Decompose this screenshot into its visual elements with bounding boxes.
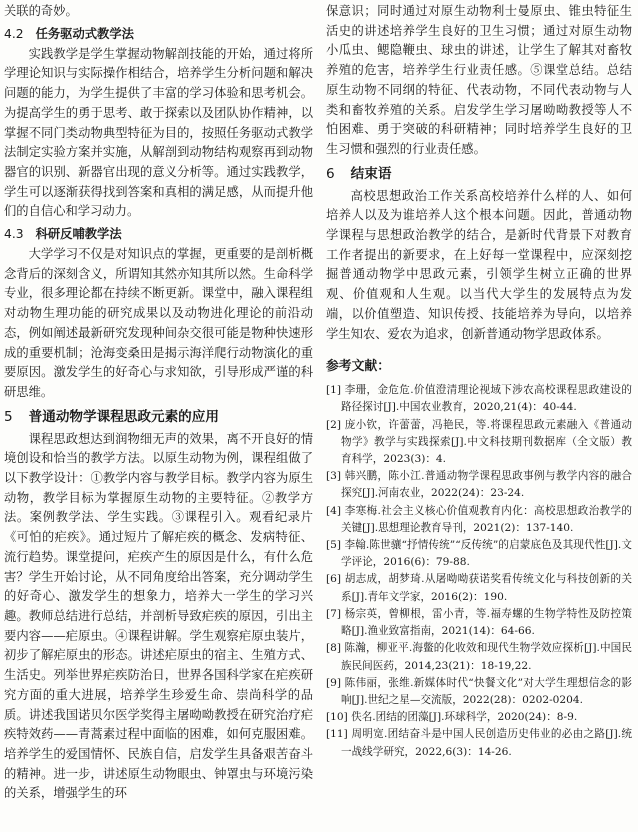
reference-item: [3] 韩兴鹏，陈小江.普通动物学课程思政事例与教学内容的融合探究[J].河南农业，2022(24)：23-24. [326,470,632,500]
reference-item: [9] 陈伟丽，张维.新媒体时代“快餐文化”对大学生理想信念的影响[J].世纪之星—交流版，2022(28)：0202-0204. [326,676,632,706]
references-title: 参考文献： [326,359,390,375]
reference-item: [5] 李翰.陈世骧“抒情传统”“反传统”的启蒙底色及其现代性[J].文学评论，2016(6)：79-88. [326,539,632,569]
reference-item: [11] 周明宽.团结奋斗是中国人民创造历史伟业的必由之路[J].统一战线学研究，2022,6(3)：14-26. [326,728,632,758]
section-number: 4.3 [4,227,24,242]
left-column [4,2,313,804]
section-5-heading [4,405,313,429]
section-title: 结束语 [350,165,392,182]
section-title: 任务驱动式教学法 [35,26,134,41]
section-6-paragraph: 高校思想政治工作关系高校培养什么样的人、如何培养人以及为谁培养人这个根本问题。因此，普通动物学课程与思想政治教学的结合，是新时代背景下对教育工作者提出的新要求，在上好每一堂课程中，应深刻挖掘普通动物学中思政元素，引领学生树立正确的世界观、价值观和人生观。以当代大学生的发展特点为发端，以价值塑造、知识传授、技能培养为导向，以培养学生知农、爱农为追求，创新普通动物学思政体系。 [326,188,632,341]
reference-item: [2] 庞小钦，许蕾蕾，冯艳民，等.将课程思政元素融入《普通动物学》教学与实践探索[J].中文科技期刊数据库（全文版）教育科学，2023(3)：4. [326,418,632,466]
section-6-heading [326,162,632,186]
continued-paragraph: 保意识；同时通过对原生动物利士曼原虫、锥虫特征生活史的讲述培养学生良好的卫生习惯；通过对原生动物小瓜虫、鳃隐鞭虫、球虫的讲述，让学生了解其对畜牧养殖的危害，培养学生行业责任感。⑤课堂总结。总结原生动物不同纲的特征、代表动物，不同代表动物与人类和畜牧养殖的关系。启发学生学习屠呦呦教授等人不怕困难、勇于突破的科研精神；同时培养学生良好的卫生习惯和强烈的行业责任感。 [326,4,632,156]
reference-item: [6] 胡志成，胡梦琦.从屠呦呦获诺奖看传统文化与科技创新的关系[J].青年文学家，2016(2)：190. [326,573,632,603]
reference-item: [10] 佚名.团结的团藻[J].环球科学，2020(24)：8-9. [326,711,578,724]
reference-item: [8] 陈瀚，柳亚平.海鳖的化收效和现代生物学效应探析[J].中国民族民间医药，2014,23(21)：18-19,22. [326,642,632,672]
reference-item: [4] 李寒梅.社会主义核心价值观教育内化：高校思想政治教学的关键[J].思想理论教育导刊，2021(2)：137-140. [326,504,632,534]
reference-item: [7] 杨宗英，曾柳根，雷小青，等.福寿螺的生物学特性及防控策略[J].渔业致富指南，2021(14)：64-66. [326,607,632,638]
section-title: 科研反哺教学法 [35,227,122,242]
section-4-2-paragraph: 实践教学是学生掌握动物解剖技能的开始，通过将所学理论知识与实际操作相结合，培养学生分析问题和解决问题的能力，为学生提供了丰富的学习体验和思考机会。为提高学生的勇于思考、敢于探索以及团队协作精神，以掌握不同门类动物典型特征为目的，按照任务驱动式教学法制定实验方案并实施，从解剖到动物结构观察再到动物器官的识别、新器官出现的意义分析等。通过实践教学，学生可以逐渐获得找到答案和真相的满足感，从而提升他们的自信心和学习动力。 [4,46,313,219]
reference-item: [1] 李珊，金危危.价值澄清理论视域下涉农高校课程思政建设的路径探讨[J].中国农业教育，2020,21(4)：40-44. [326,384,632,414]
intro-tail-paragraph: 关联的奇妙。 [4,4,78,18]
section-number: 5 [4,408,13,425]
section-4-3-paragraph: 大学学习不仅是对知识点的掌握，更重要的是剖析概念背后的深刻含义，所谓知其然亦知其所以然。生命科学专业，很多理论都在持续不断更新。课堂中，融入课程组对动物生理功能的研究成果以及动物进化理论的前沿动态，例如阐述最新研究发现种间杂交很可能是物种快速形成的重要机制；沧海变桑田是揭示海洋爬行动物演化的重要原因。激发学生的好奇心与求知欲，引导形成严谨的科研思维。 [4,247,313,399]
right-column [326,2,632,761]
section-title: 普通动物学课程思政元素的应用 [28,408,219,425]
section-number: 6 [326,165,335,182]
section-4-2-heading [4,23,313,45]
section-number: 4.2 [4,26,24,41]
section-5-paragraph: 课程思政想达到润物细无声的效果，离不开良好的情境创设和恰当的教学方法。以原生动物为例，课程组做了以下教学设计：①教学内容与教学目标。教学内容为原生动物，教学目标为掌握原生动物的主要特征。②教学方法。案例教学法、学生实践。③课程引入。观看纪录片《可怕的疟疾》。通过短片了解疟疾的概念、发病特征、流行趋势。课堂提问，疟疾产生的原因是什么，有什么危害？学生开始讨论，从不同角度给出答案，充分调动学生的好奇心、激发学生的想象力，培养大一学生的学习兴趣。教师总结进行总结，并剖析导致疟疾的原因，引出主要内容——疟原虫。④课程讲解。学生观察疟原虫装片，初步了解疟原虫的形态。讲述疟原虫的宿主、生殖方式、生活史。列举世界疟疾防治日，世界各国科学家在疟疾研究方面的重大进展，培养学生珍爱生命、崇尚科学的品质。讲述我国诺贝尔医学奖得主屠呦呦教授在研究治疗疟疾特效药——青蒿素过程中面临的困难，如何克服困难。培养学生的爱国情怀、民族自信，启发学生具备艰苦奋斗的精神。进一步，讲述原生动物眼虫、钟罩虫与环境污染的关系，增强学生的环 [4,431,313,801]
section-4-3-heading [4,223,313,245]
references-list [326,382,632,760]
